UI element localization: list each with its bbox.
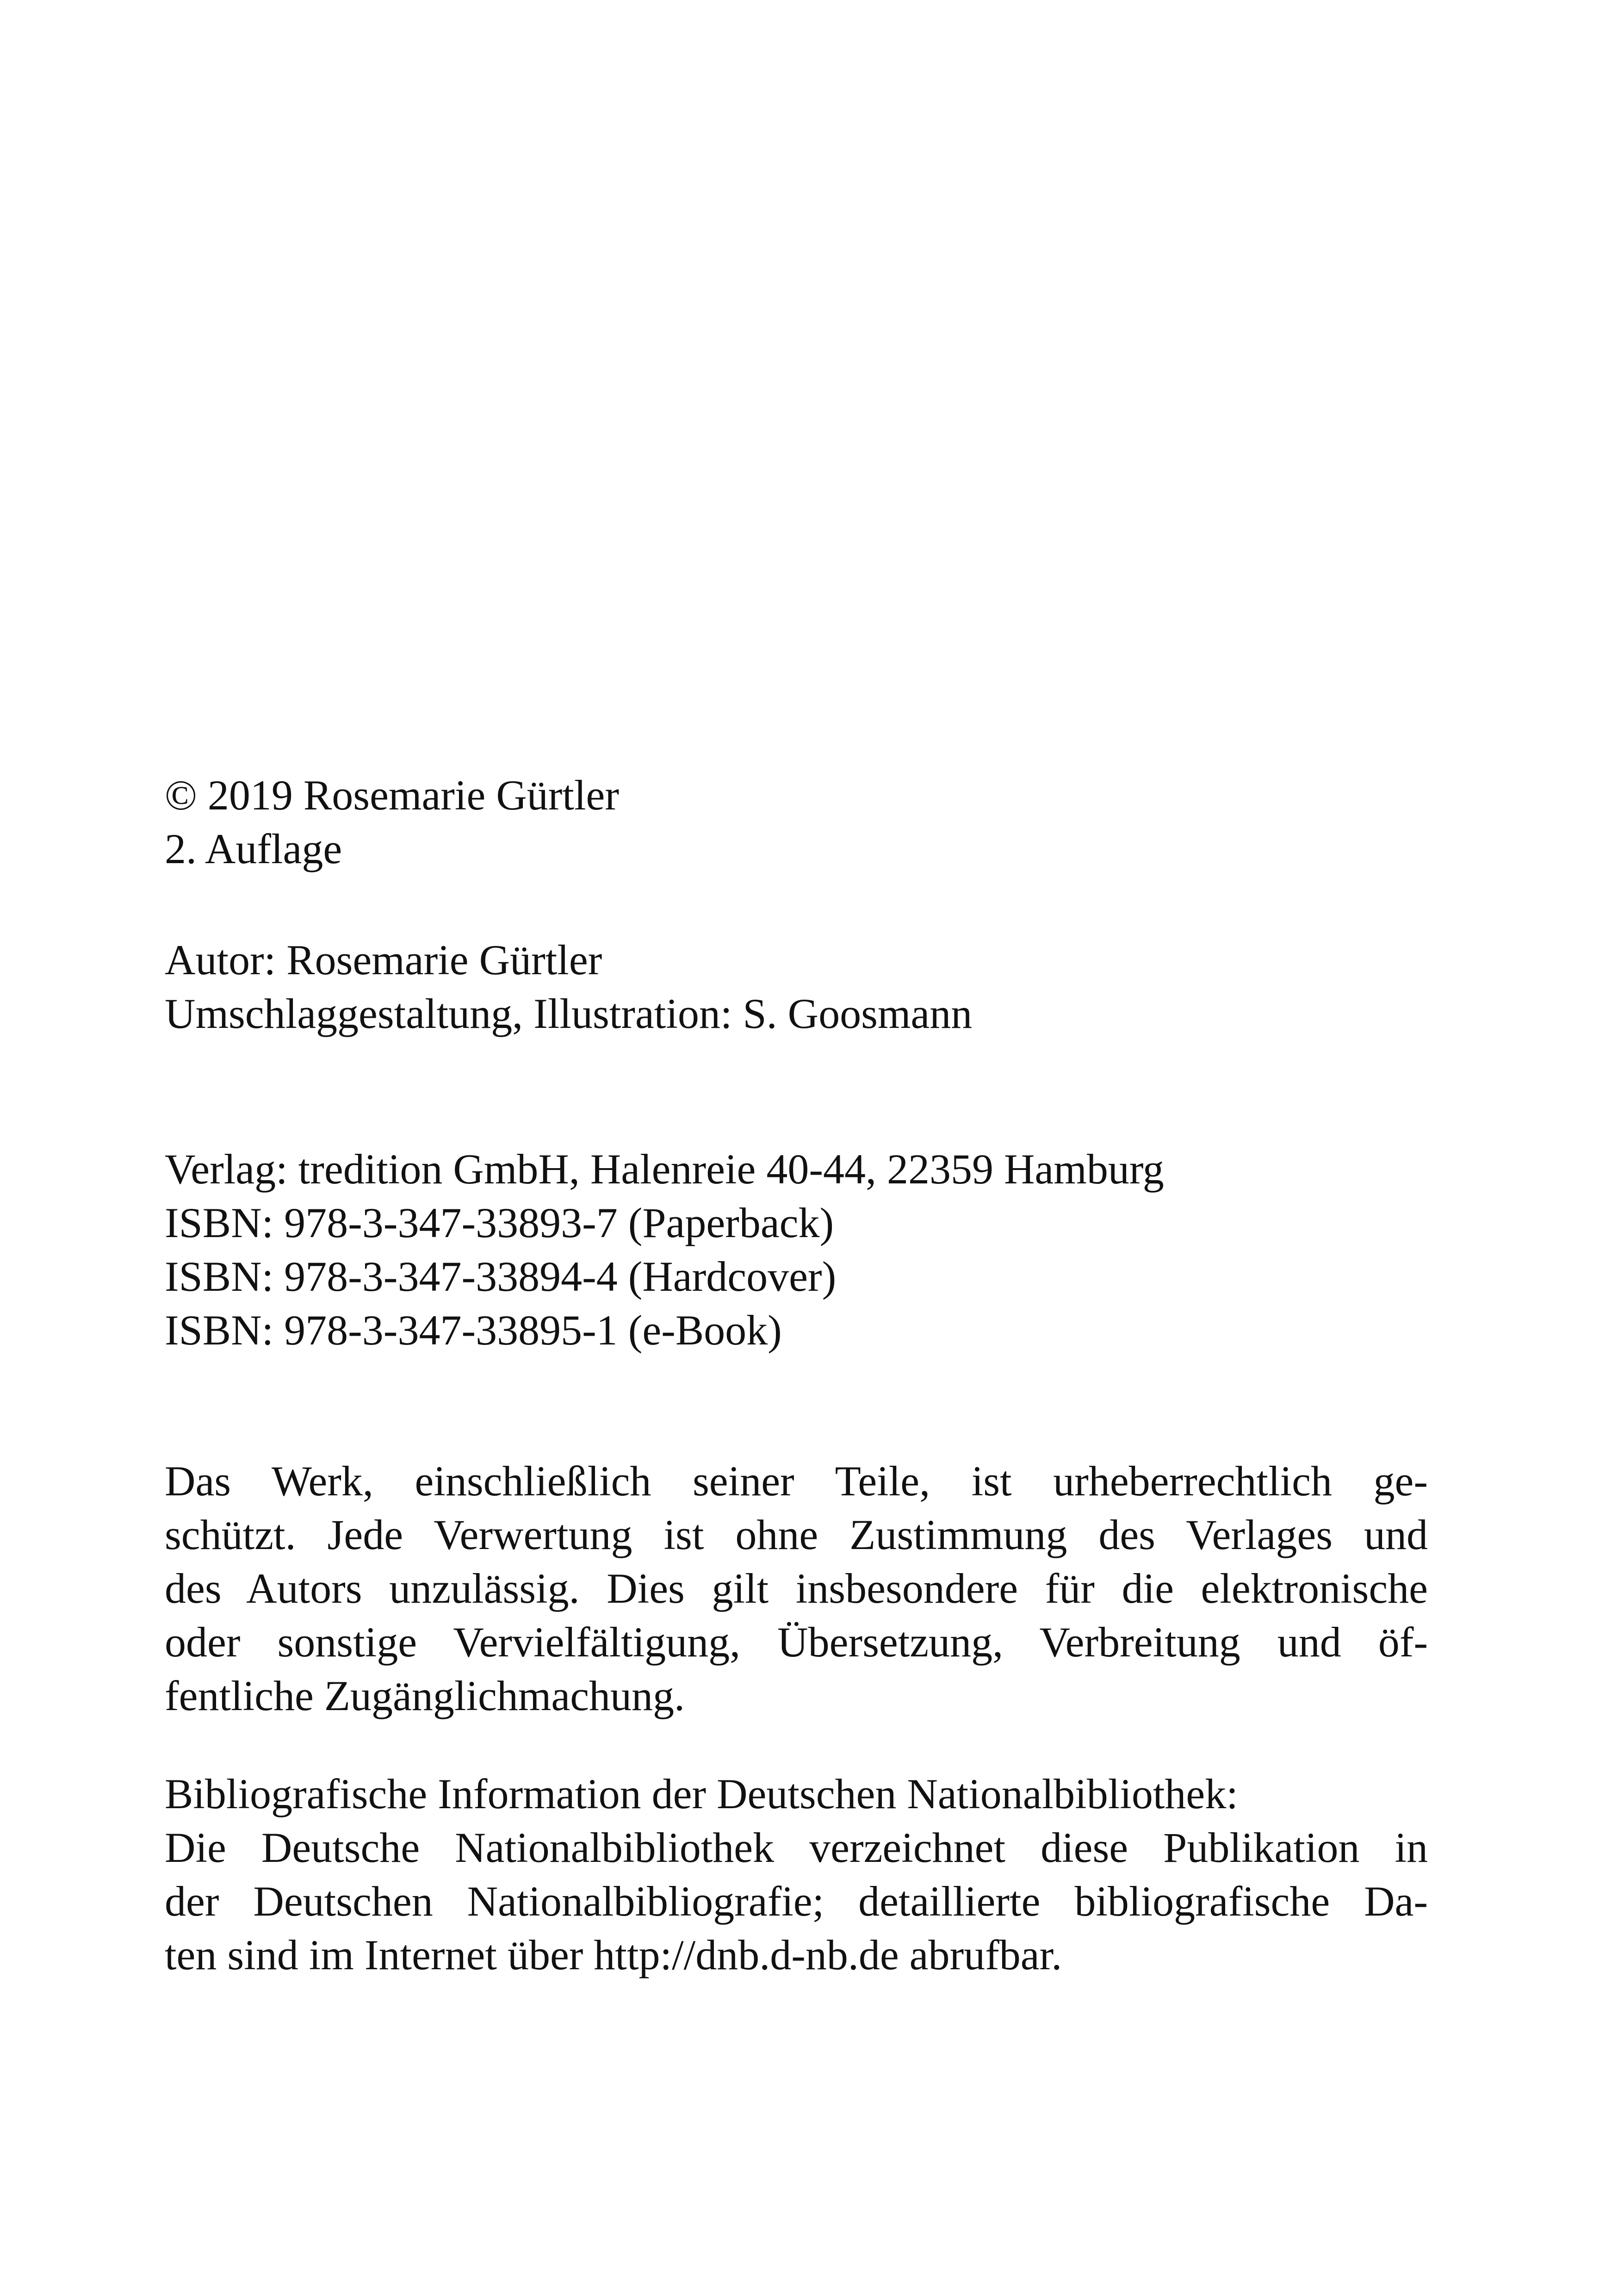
author-line: Autor: Rosemarie Gürtler <box>165 936 602 983</box>
isbn-ebook: ISBN: 978-3-347-33895-1 (e-Book) <box>165 1307 782 1354</box>
publisher-address: Verlag: tredition GmbH, Halenreie 40-44, 22359 Hamburg <box>165 1145 1164 1193</box>
rights-line: Das Werk, einschließlich seiner Teile, ist urheberrechtlich ge- <box>165 1457 1428 1505</box>
isbn-hardcover: ISBN: 978-3-347-33894-4 (Hardcover) <box>165 1253 837 1300</box>
cover-credit-line: Umschlaggestaltung, Illustration: S. Goosmann <box>165 990 973 1037</box>
rights-line: schützt. Jede Verwertung ist ohne Zustimmung des Verlages und <box>165 1511 1428 1558</box>
edition-line: 2. Auflage <box>165 825 342 872</box>
rights-line: oder sonstige Vervielfältigung, Übersetzung, Verbreitung und öf- <box>165 1618 1428 1666</box>
bibliography-line: der Deutschen Nationalbibliografie; detaillierte bibliografische Da- <box>165 1878 1428 1925</box>
copyright-line: © 2019 Rosemarie Gürtler <box>165 772 619 819</box>
isbn-paperback: ISBN: 978-3-347-33893-7 (Paperback) <box>165 1199 834 1246</box>
bibliography-line: Die Deutsche Nationalbibliothek verzeichnet diese Publikation in <box>165 1824 1428 1871</box>
rights-line: des Autors unzulässig. Dies gilt insbesondere für die elektronische <box>165 1565 1428 1612</box>
bibliography-line: ten sind im Internet über http://dnb.d-nb.de abrufbar. <box>165 1931 1062 1979</box>
credits-block <box>165 933 1428 1040</box>
publisher-block <box>165 1142 1428 1357</box>
copyright-block <box>165 768 1428 876</box>
rights-line: fentliche Zugänglichmachung. <box>165 1672 685 1719</box>
bibliography-heading: Bibliografische Information der Deutschen Nationalbibliothek: <box>165 1770 1238 1817</box>
bibliography-notice <box>165 1767 1428 1982</box>
rights-notice <box>165 1454 1428 1723</box>
